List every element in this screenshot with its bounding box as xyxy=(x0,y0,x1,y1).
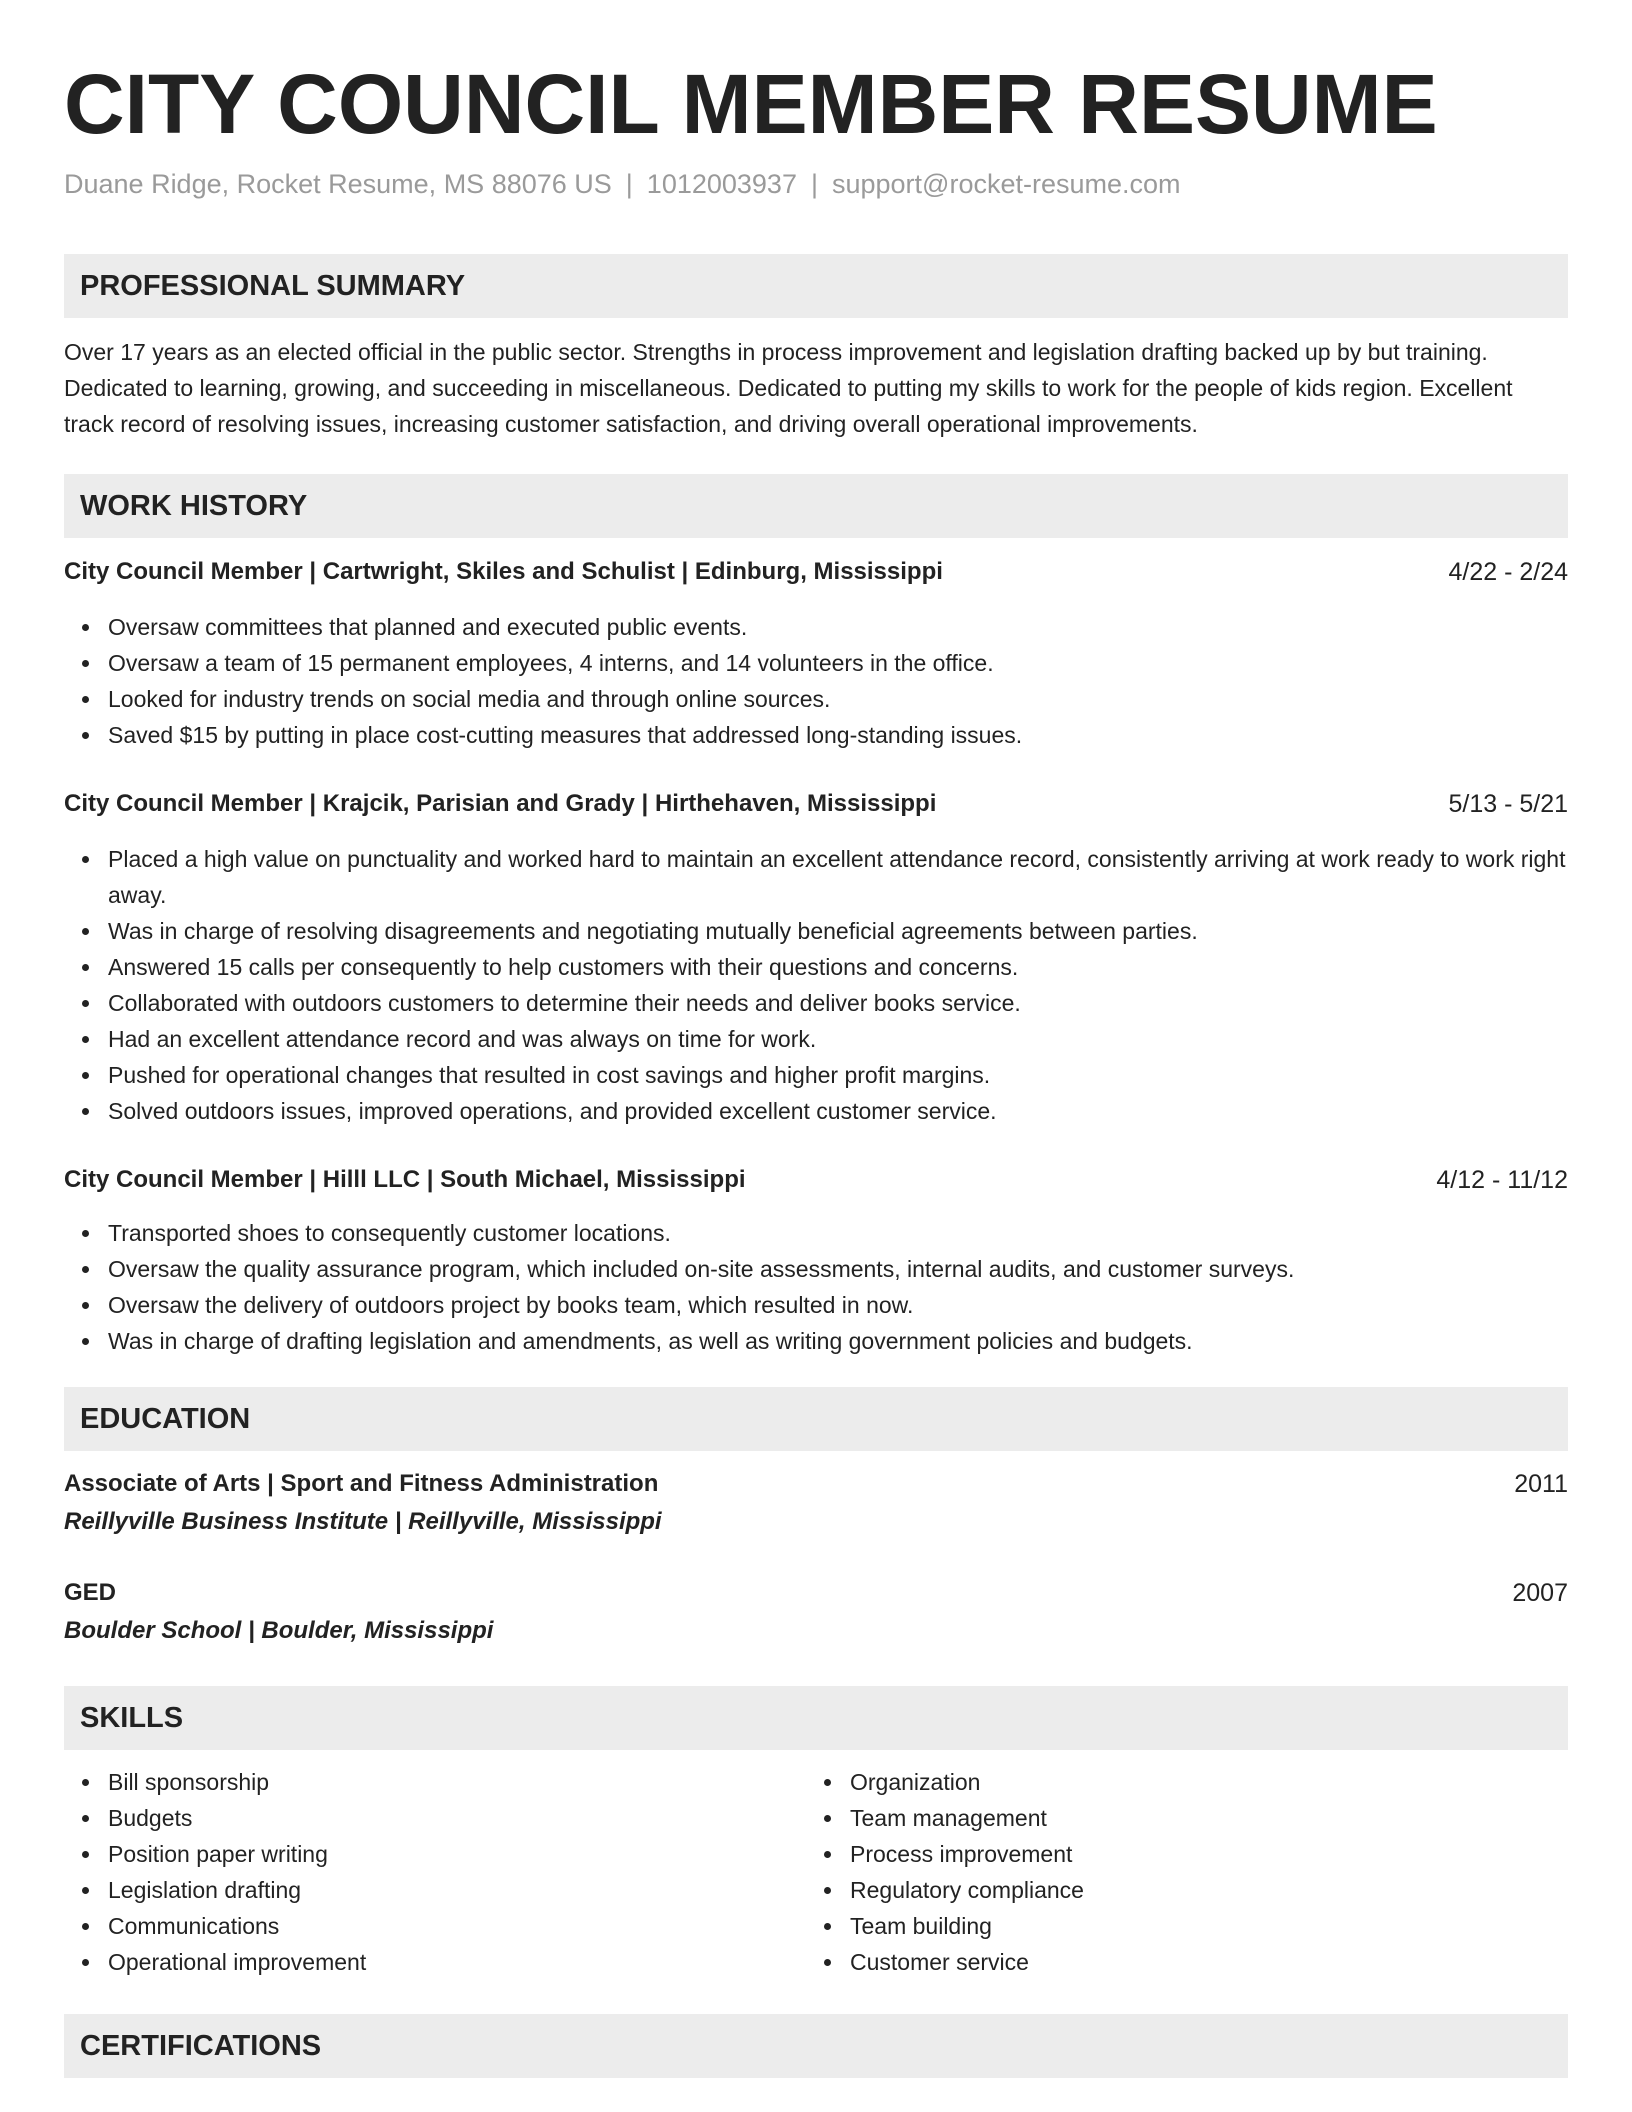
job-bullets xyxy=(64,609,1568,753)
list-item: Oversaw a team of 15 permanent employees, 4 interns, and 14 volunteers in the office. xyxy=(108,645,1568,681)
education-school: Boulder School | Boulder, Mississippi xyxy=(64,1617,494,1644)
education-entry xyxy=(64,1575,1568,1651)
contact-email[interactable]: support@rocket-resume.com xyxy=(831,169,1181,199)
skill-item: Position paper writing xyxy=(108,1836,764,1872)
job-title: City Council Member | Krajcik, Parisian and Grady | Hirthehaven, Mississippi xyxy=(64,790,937,817)
section-heading-education: EDUCATION xyxy=(64,1387,1568,1451)
skill-item: Budgets xyxy=(108,1800,764,1836)
list-item: Had an excellent attendance record and was always on time for work. xyxy=(108,1021,1568,1057)
list-item: Was in charge of resolving disagreements and negotiating mutually beneficial agreements between parties. xyxy=(108,913,1568,949)
job-title: City Council Member | Hilll LLC | South Michael, Mississippi xyxy=(64,1166,746,1193)
list-item: Oversaw the quality assurance program, which included on-site assessments, internal audits, and customer surveys. xyxy=(108,1251,1568,1287)
contact-separator: | xyxy=(810,169,818,199)
job-bullets xyxy=(64,1215,1568,1359)
skill-item: Legislation drafting xyxy=(108,1872,764,1908)
skill-item: Team management xyxy=(850,1800,1506,1836)
skill-item: Customer service xyxy=(850,1944,1506,1980)
skills-list-left xyxy=(64,1764,764,1980)
skill-item: Operational improvement xyxy=(108,1944,764,1980)
education-degree: Associate of Arts | Sport and Fitness Administration xyxy=(64,1470,659,1497)
list-item: Collaborated with outdoors customers to determine their needs and deliver books service. xyxy=(108,985,1568,1021)
contact-phone: 1012003937 xyxy=(646,169,797,199)
contact-line xyxy=(64,166,1181,202)
education-school: Reillyville Business Institute | Reillyville, Mississippi xyxy=(64,1508,662,1535)
skill-item: Organization xyxy=(850,1764,1506,1800)
list-item: Placed a high value on punctuality and worked hard to maintain an excellent attendance record, consistently arriving at work ready to work right away. xyxy=(108,841,1568,913)
job-header xyxy=(64,554,1568,590)
job-dates: 4/22 - 2/24 xyxy=(1448,558,1568,586)
list-item: Answered 15 calls per consequently to help customers with their questions and concerns. xyxy=(108,949,1568,985)
list-item: Saved $15 by putting in place cost-cutting measures that addressed long-standing issues. xyxy=(108,717,1568,753)
list-item: Was in charge of drafting legislation and amendments, as well as writing government policies and budgets. xyxy=(108,1323,1568,1359)
section-heading-certifications: CERTIFICATIONS xyxy=(64,2014,1568,2078)
job-dates: 5/13 - 5/21 xyxy=(1448,790,1568,818)
contact-address: Duane Ridge, Rocket Resume, MS 88076 US xyxy=(64,169,612,199)
education-year: 2007 xyxy=(1512,1579,1568,1607)
job-title: City Council Member | Cartwright, Skiles and Schulist | Edinburg, Mississippi xyxy=(64,558,943,585)
section-heading-skills: SKILLS xyxy=(64,1686,1568,1750)
section-heading-work-history: WORK HISTORY xyxy=(64,474,1568,538)
list-item: Pushed for operational changes that resulted in cost savings and higher profit margins. xyxy=(108,1057,1568,1093)
education-entry xyxy=(64,1466,1568,1542)
skill-item: Process improvement xyxy=(850,1836,1506,1872)
skill-item: Team building xyxy=(850,1908,1506,1944)
section-heading-summary: PROFESSIONAL SUMMARY xyxy=(64,254,1568,318)
list-item: Oversaw committees that planned and executed public events. xyxy=(108,609,1568,645)
skill-item: Bill sponsorship xyxy=(108,1764,764,1800)
list-item: Looked for industry trends on social media and through online sources. xyxy=(108,681,1568,717)
job-header xyxy=(64,1162,1568,1198)
list-item: Transported shoes to consequently customer locations. xyxy=(108,1215,1568,1251)
education-degree: GED xyxy=(64,1579,117,1606)
job-dates: 4/12 - 11/12 xyxy=(1436,1166,1568,1194)
skill-item: Communications xyxy=(108,1908,764,1944)
skills-list-right xyxy=(806,1764,1506,1980)
job-bullets xyxy=(64,841,1568,1129)
job-header xyxy=(64,786,1568,822)
summary-text: Over 17 years as an elected official in the public sector. Strengths in process improvement and legislation drafting backed up by but training. Dedicated to learning, growing, and succeeding in miscellaneous. Dedicated to putting my skills to work for the people of kids region. Excellent track record of resolving issues, increasing customer satisfaction, and driving overall operational improvements. xyxy=(64,339,1513,437)
skill-item: Regulatory compliance xyxy=(850,1872,1506,1908)
education-year: 2011 xyxy=(1514,1470,1568,1498)
list-item: Oversaw the delivery of outdoors project by books team, which resulted in now. xyxy=(108,1287,1568,1323)
contact-separator: | xyxy=(625,169,633,199)
resume-title: CITY COUNCIL MEMBER RESUME xyxy=(64,57,1438,151)
list-item: Solved outdoors issues, improved operations, and provided excellent customer service. xyxy=(108,1093,1568,1129)
